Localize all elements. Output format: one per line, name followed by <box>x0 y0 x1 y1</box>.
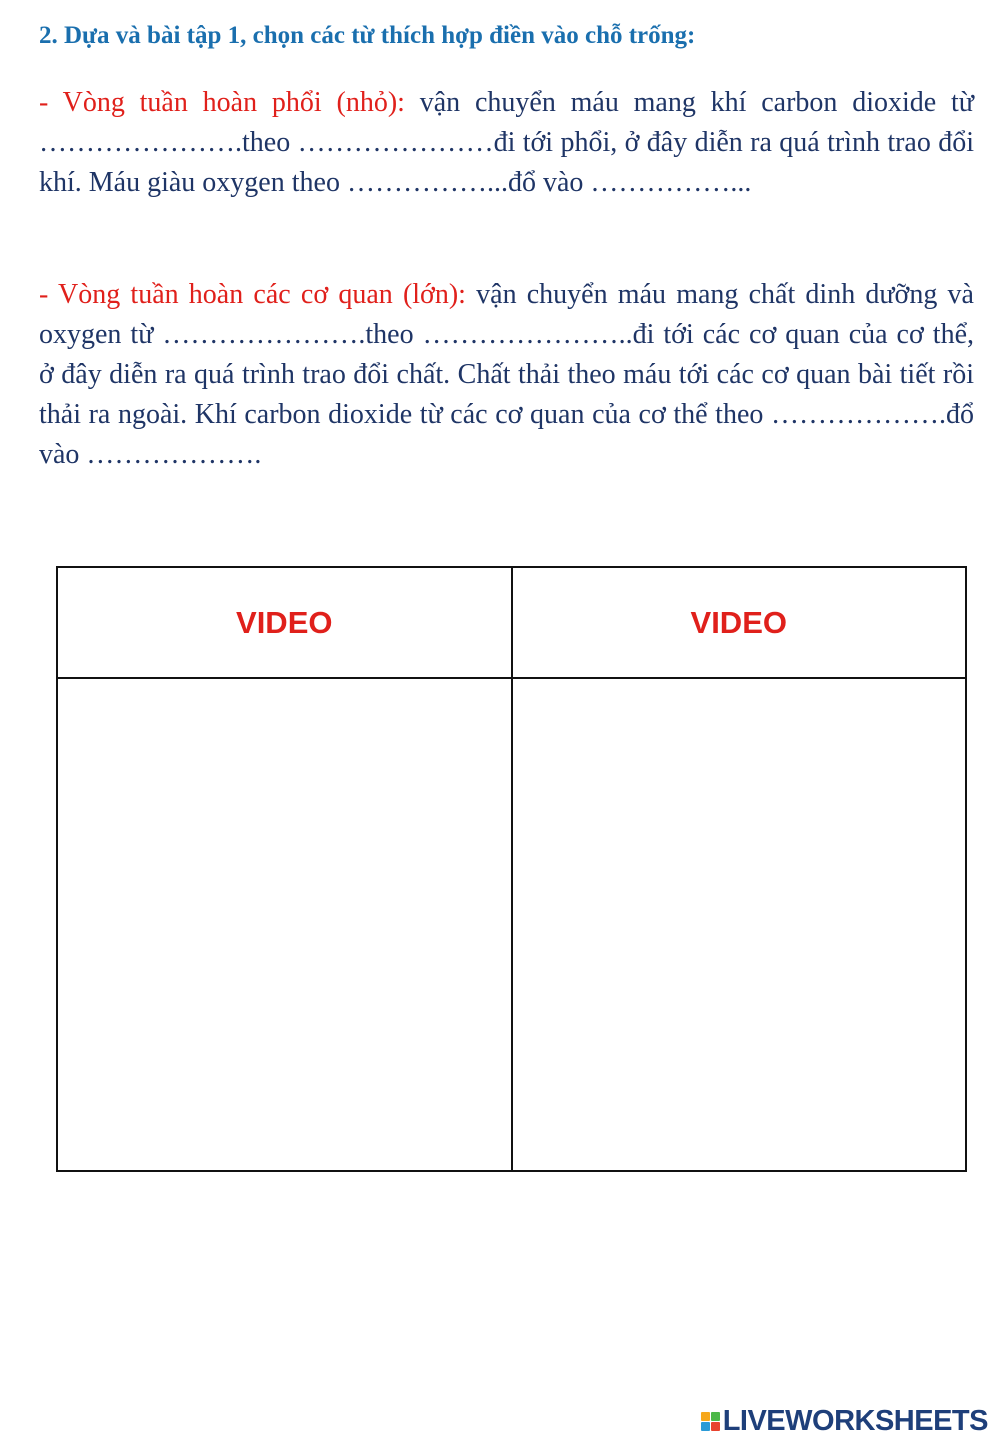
pulmonary-circulation-label: - Vòng tuần hoàn phổi (nhỏ): <box>39 87 405 118</box>
video-header-cell-right <box>512 567 967 678</box>
paragraph-systemic-circulation <box>39 275 974 475</box>
video-slot-left[interactable] <box>57 678 512 1171</box>
video-header-cell-left <box>57 567 512 678</box>
video-header-right: VIDEO <box>690 604 787 640</box>
liveworksheets-logo-icon <box>701 1412 720 1431</box>
video-table-body-row <box>57 678 966 1171</box>
video-slot-right[interactable] <box>512 678 967 1171</box>
video-header-left: VIDEO <box>236 604 333 640</box>
systemic-circulation-text: vận chuyển máu mang chất dinh dưỡng và oxygen từ ………………….theo …………………..đi tới các cơ quan của cơ thể, ở đây diễn ra quá trình trao đổi chất. Chất thải theo máu tới các cơ quan bài tiết rồi thải ra ngoài. Khí carbon dioxide từ các cơ quan của cơ thể theo ……………….đổ vào ………………. <box>39 279 974 470</box>
paragraph-pulmonary-circulation <box>39 83 974 203</box>
systemic-circulation-label: - Vòng tuần hoàn các cơ quan (lớn): <box>39 279 466 310</box>
liveworksheets-logo <box>701 1404 988 1438</box>
liveworksheets-logo-text: LIVEWORKSHEETS <box>722 1404 988 1437</box>
video-table <box>56 566 967 1172</box>
video-table-header-row <box>57 567 966 678</box>
exercise-heading: 2. Dựa và bài tập 1, chọn các từ thích hợp điền vào chỗ trống: <box>39 22 696 49</box>
pulmonary-circulation-text: vận chuyển máu mang khí carbon dioxide từ ………………….theo …………………đi tới phổi, ở đây diễn ra quá trình trao đổi khí. Máu giàu oxygen theo ……………...đổ vào ……………... <box>39 87 974 198</box>
